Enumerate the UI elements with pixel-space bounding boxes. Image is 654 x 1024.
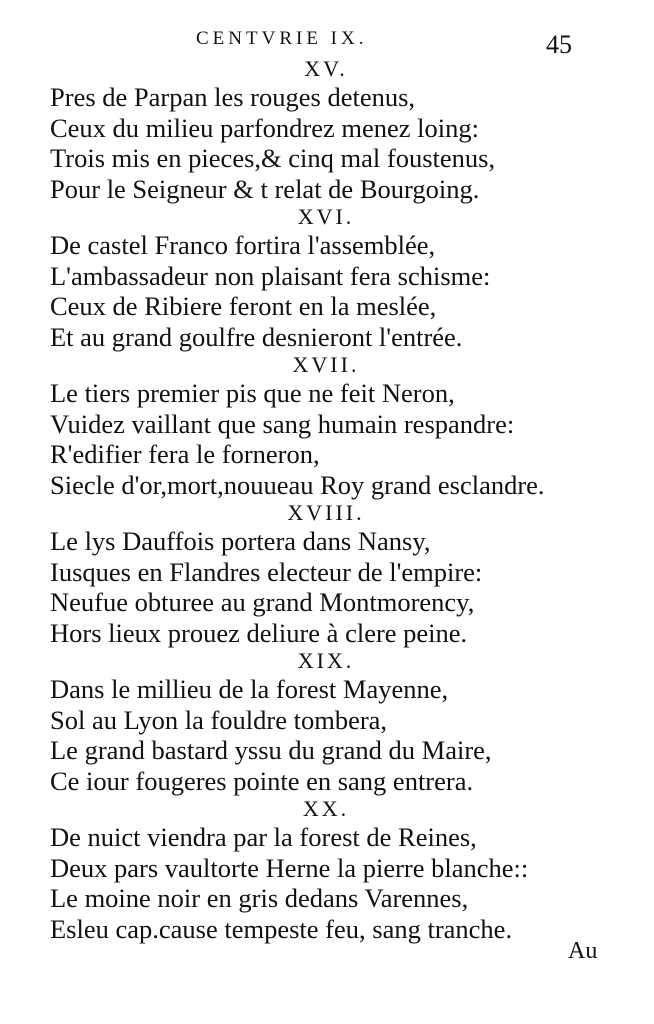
verse-line: Le lys Dauffois portera dans Nansy, bbox=[50, 526, 431, 556]
quatrain bbox=[50, 56, 630, 204]
verse-line: Esleu cap.cause tempeste feu, sang tranche. bbox=[50, 913, 513, 944]
verse-line: Le tiers premier pis que ne feit Neron, bbox=[50, 378, 455, 408]
quatrain-number: XV. bbox=[304, 56, 348, 81]
quatrain-number: XX. bbox=[302, 796, 350, 821]
verse-line: Neufue obturee au grand Montmorency, bbox=[50, 587, 475, 617]
quatrain bbox=[50, 204, 630, 352]
verse-line: Ceux de Ribiere feront en la meslée, bbox=[50, 291, 437, 321]
quatrain-number: XIX. bbox=[297, 648, 355, 673]
verse-line: Pres de Parpan les rouges detenus, bbox=[50, 82, 416, 112]
verse-line: De castel Franco fortira l'assemblée, bbox=[50, 230, 436, 260]
quatrain bbox=[50, 796, 630, 944]
quatrain-number: XVII. bbox=[292, 352, 360, 377]
verse-line: Deux pars vaultorte Herne la pierre blanche:: bbox=[50, 852, 529, 883]
quatrain-number: XVI. bbox=[297, 204, 355, 229]
verse-line: Iusques en Flandres electeur de l'empire: bbox=[50, 556, 483, 587]
verse-line: Ceux du milieu parfondrez menez loing: bbox=[50, 112, 480, 143]
verse-line: De nuict viendra par la forest de Reines, bbox=[50, 822, 477, 852]
quatrain bbox=[50, 648, 630, 796]
verse-line: Le moine noir en gris dedans Varennes, bbox=[50, 883, 469, 913]
verse-line: Dans le millieu de la forest Mayenne, bbox=[50, 674, 449, 704]
quatrain bbox=[50, 352, 630, 500]
verse-line: Hors lieux prouez deliure à clere peine. bbox=[50, 617, 468, 648]
verse-line: R'edifier fera le forneron, bbox=[50, 439, 320, 469]
catchword: Au bbox=[568, 938, 598, 964]
page-body bbox=[50, 56, 630, 944]
running-head: CENTVRIE IX. bbox=[196, 28, 368, 49]
quatrain bbox=[50, 500, 630, 648]
verse-line: Pour le Seigneur & t relat de Bourgoing. bbox=[50, 173, 480, 204]
verse-line: Sol au Lyon la fouldre tombera, bbox=[50, 704, 388, 735]
verse-line: L'ambassadeur non plaisant fera schisme: bbox=[50, 260, 491, 291]
verse-line: Le grand bastard yssu du grand du Maire, bbox=[50, 735, 492, 765]
verse-line: Et au grand goulfre desnieront l'entrée. bbox=[50, 321, 463, 352]
verse-line: Vuidez vaillant que sang humain respandre: bbox=[50, 408, 515, 439]
verse-line: Ce iour fougeres pointe en sang entrera. bbox=[50, 765, 474, 796]
quatrain-number: XVIII. bbox=[287, 500, 365, 525]
verse-line: Siecle d'or,mort,nouueau Roy grand esclandre. bbox=[50, 469, 545, 500]
verse-line: Trois mis en pieces,& cinq mal foustenus, bbox=[50, 143, 496, 173]
page-number: 45 bbox=[546, 30, 572, 59]
